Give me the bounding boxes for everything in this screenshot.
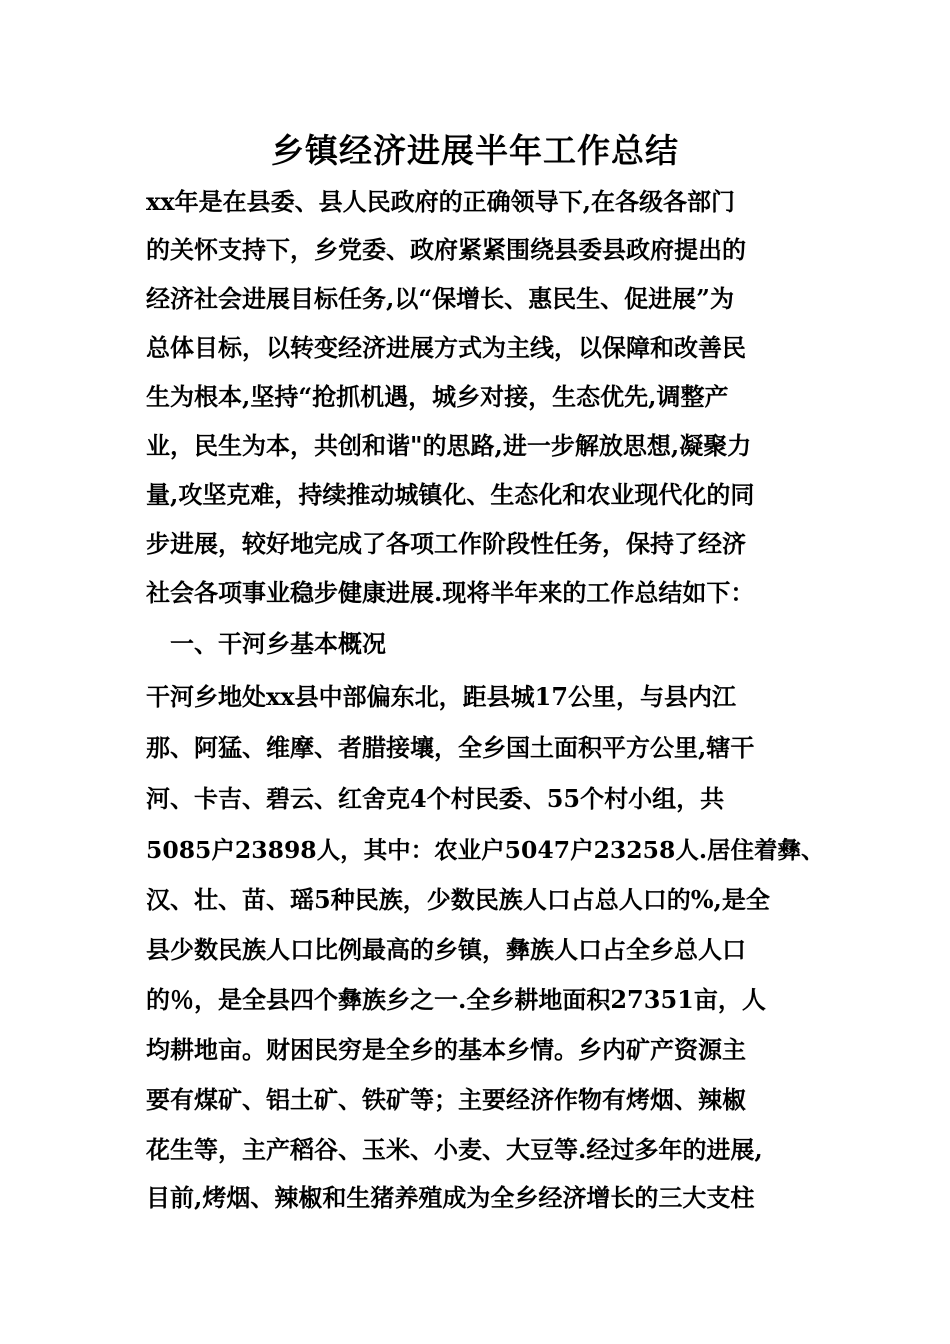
body-line: 生为根本,坚持“抢抓机遇，城乡对接，生态优先,调整产 (146, 382, 729, 411)
body-line: 步进展，较好地完成了各项工作阶段性任务，保持了经济 (146, 529, 746, 558)
body-line: 那、阿猛、维摩、者腊接壤，全乡国土面积平方公里,辖干 (146, 733, 755, 762)
body-line: 均耕地亩。财困民穷是全乡的基本乡情。乡内矿产资源主 (146, 1035, 746, 1064)
body-line: 要有煤矿、铝土矿、铁矿等；主要经济作物有烤烟、辣椒 (146, 1085, 746, 1114)
body-line: 5085户23898人，其中：农业户5047户23258人.居住着彝、 (146, 836, 825, 864)
body-line: 业，民生为本，共创和谐"的思路,进一步解放思想,凝聚力 (146, 431, 752, 460)
body-line: 县少数民族人口比例最高的乡镇，彝族人口占全乡总人口 (146, 935, 746, 964)
body-line: 经济社会进展目标任务,以“保增长、惠民生、促进展”为 (146, 284, 734, 313)
body-line: xx年是在县委、县人民政府的正确领导下,在各级各部门 (146, 187, 735, 216)
body-line: 目前,烤烟、辣椒和生猪养殖成为全乡经济增长的三大支柱 (146, 1183, 755, 1212)
body-line: 量,攻坚克难，持续推动城镇化、生态化和农业现代化的同 (146, 480, 755, 509)
body-line: 汉、壮、苗、瑶5种民族，少数民族人口占总人口的%,是全 (146, 885, 770, 914)
body-line: 河、卡吉、碧云、红舍克4个村民委、55个村小组，共 (146, 784, 725, 813)
document-title: 乡镇经济进展半年工作总结 (271, 131, 679, 170)
section-heading: 一、干河乡基本概况 (146, 629, 386, 658)
body-line: 的关怀支持下，乡党委、政府紧紧围绕县委县政府提出的 (146, 235, 746, 264)
body-line: 干河乡地处xx县中部偏东北，距县城17公里，与县内江 (146, 682, 737, 711)
body-line: 社会各项事业稳步健康进展.现将半年来的工作总结如下： (146, 578, 755, 607)
body-line: 花生等，主产稻谷、玉米、小麦、大豆等.经过多年的进展, (146, 1135, 763, 1164)
body-line: 的％，是全县四个彝族乡之一.全乡耕地面积27351亩，人 (146, 985, 766, 1014)
body-line: 总体目标，以转变经济进展方式为主线，以保障和改善民 (146, 333, 746, 362)
